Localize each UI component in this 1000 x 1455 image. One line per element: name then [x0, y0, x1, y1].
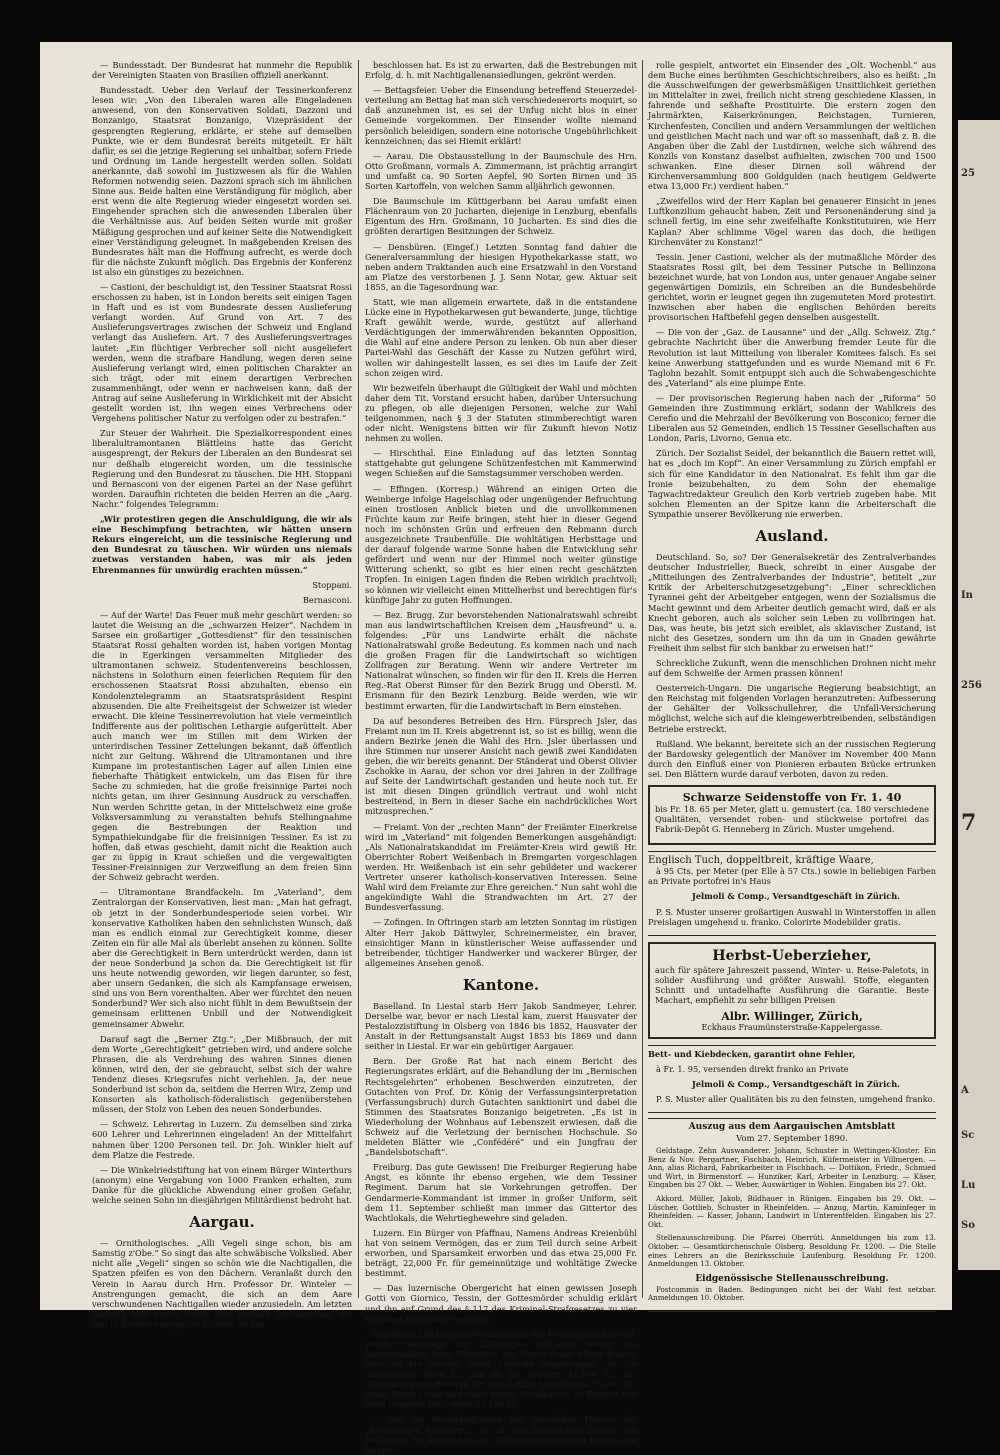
article-nachtigallen-cont: beschlossen hat. Es ist zu erwarten, daß die Bestrebungen mit Erfolg, d. h. mit Nachtigallenansiedlungen, gekrönt werden.	[365, 60, 637, 81]
edge-fragment: Sc	[961, 1130, 975, 1141]
article-provisorische-regierung: — Der provisorischen Regierung haben nach der „Riforma“ 50 Gemeinden ihre Zustimmung erklärt, sodann der Wahlkreis des Cerefio und die Mehrzahl der Bevölkerung von Bosconico; ferner die Liberalen aus 52 Gemeinden, endlich 15 Tessiner Gesellschaften aus London, Paris, Livorno, Genua etc.	[648, 392, 936, 444]
advert-firm: Jelmoli & Comp., Versandtgeschäft in Zürich.	[691, 1078, 901, 1089]
advert-address: Eckhaus Fraumünsterstraße-Kappelergasse.	[701, 1023, 883, 1033]
article-solothurn: Solothurn. Die General-Versammlung der Papierfabrik Biberist, welche Samstags ihr 25jähriges Jubiläum, sowie das Dienstjubiläum ihres Direktors, des Herrn Oskar Miller feierte, beschloß bei diesem Anlaß folgende Vergabungen: An die Angestellten 8000 Fr. und an die Arbeiter 31,100 Fr., zur Gründung einer Reserve für Unfall-Entschädigungen 10,000 Fr., einen Beitrag zum Bau einer neuen Schulhauses in Biberist von 5000 Franken, total somit 54,100 Fr.	[365, 1328, 637, 1410]
article-densbueren-2: Statt, wie man allgemein erwartete, daß in die entstandene Lücke eine in Hypothekarwesen gut bewanderte, junge, tüchtige Kraft gewählt werde, wurde, gestützt auf allerhand Verdächtigungen der immerwährenden bekannten Opposition, die Wahl auf eine andere Person zu lenken. Ob nun aber dieser Partei-Wahl das Geschäft der Kasse zu Nutzen geführt wird, wollen wir dahingestellt lassen, es sei dies im Laufe der Zeit schon zeigen wird.	[365, 296, 637, 378]
article-auf-der-warte: — Auf der Warte! Das Feuer muß mehr geschürt werden: so lautet die Weisung an die „schwarzen Heizer“. Nachdem in Sarsee ein großartiger „Gottesdienst“ für den tessinischen Staatsrat Rossi gehalten worden ist, haben vorigen Montag die in Egerkingen versammelten Mitglieder des ultramontanen schweiz. Studentenvereins beschlossen, nächstens in Solothurn einen feierlichen Requiem für den erschossenen Staatsrat Rossi abzuhalten, ebenso ein Kondolenztelegramm an Staatsratspräsident Respini abzusenden. Die alte Freiheitsgeist der Schweizer ist wieder erwacht. Die kleine Tessinerrevolution hat viele vermeintlich Indifferente aus der politischen Lethargie aufgerüttelt. Aber auch manch wer im Stillen mit dem Wirken der unterirdischen Tessiner Zettelungen bekannt, daß öffentlich nicht zur Geltung. Während die Ultramontanen und ihre Kumpane im protestantischen Lager auf allen Linien eine fieberhafte Thätigkeit entwickeln, um das Eisen für ihre Sache zu schmieden, hat die große freisinnige Partei noch nichts getan, um ihrer Gesinnung Ausdruck zu verschaffen. Nun werden Schritte getan, in der Mittelschweiz eine große Volksversammlung zu veranstalten behufs Stellungnahme gegen die Bestrebungen der Reaktion und Sympathiekundgabe für die freisinnigen Tessiner. Es ist zu hoffen, daß etwas geschieht, damit nicht die Reaktion auch gar zu üppig in Kraut schießen und die vergewaltigten Tessiner-Freisinnigen zur Verzweiflung an dem freien Sinn der Schweiz gebracht werden.	[92, 609, 352, 883]
adjacent-page-edge	[958, 120, 1000, 1270]
edge-fragment: 25	[961, 168, 975, 179]
advert-text: à Fr. 1. 95, versenden direkt franko an Private	[656, 1063, 849, 1074]
column-divider	[358, 60, 359, 1298]
section-heading-kantone: Kantone.	[462, 975, 540, 994]
column-3	[648, 60, 936, 1303]
article-hirschthal: — Hirschthal. Eine Einladung auf das letzten Sonntag stattgehabte gut gelungene Schützenfestchen mit Kammerwind wegen Schießen auf die Samstagsummer verschoben werden.	[365, 448, 637, 479]
amtsblatt-title: Auszug aus dem Aargauischen Amtsblatt	[688, 1122, 896, 1133]
article-berner-ztg: Darauf sagt die „Berner Ztg.“: „Der Mißbrauch, der mit dem Worte „Gerechtigkeit“ getrieben wird, und andere solche Phrasen, die als Verdrehung des wahren Sinnes dienen können, wird den, der sie gebraucht, selbst sich der wahre Tendenz dieses Kriegsrufes nicht verhehlen. Ja, der neue Sonderbund ist schon da, seitdem die Herren Wirz, Zemp und Konsorten als katholisch-föderalistisch gegenüberstehen müssen, der Stolz von Leben des neuen Sonderbundes.	[92, 1033, 352, 1115]
article-densbueren-3: Wir bezweifeln überhaupt die Gültigkeit der Wahl und möchten daher dem Tit. Vorstand ersucht haben, darüber Untersuchung zu pflegen, ob alle diejenigen Personen, welche zur Wahl teilgenommen, nach § 3 der Statuten stimmberechtigt waren oder nicht. Wenigstens bitten wir für Zukunft hievon Notiz nehmen zu wollen.	[365, 382, 637, 444]
article-steuer-der-wahrheit: Zur Steuer der Wahrheit. Die Spezialkorrespondent eines liberalultramontanen Blättleins hatte das Gericht ausgesprengt, der Rekurs der Liberalen an den Bundesrat sei nur deßhalb eingereicht worden, um die tessinische Regierung und den Bundesrat zu täuschen. Die HH. Stoppani und Bernasconi von der eigenen Partei an der Nase geführt worden. Daraufhin richteten die beiden Herren an die „Aarg. Nachr.“ folgendes Telegramm:	[92, 428, 352, 509]
advert-englisch-tuch	[648, 851, 936, 935]
advert-bettdecken	[648, 1045, 936, 1113]
column-2	[365, 60, 637, 1455]
edge-fragment: In	[961, 590, 973, 601]
article-brandfackeln: — Ultramontane Brandfackeln. Im „Vaterland“, dem Zentralorgan der Konservativen, liest man: „Man hat gefragt, ob jetzt in der Sonderbundesperiode seien vorbei. Wir konservative Katholiken haben den sehnlichsten Wunsch, daß man es endlich einmal zur Gerechtigkeit komme, dieser Zeiten ein für alle Mal als überlebt ansehen zu können. Sollte aber die Gerechtigkeit in Bern unterdrückt werden, dann ist der neue Sonderbund ja schon da. Die Gerechtigkeit ist für uns heute notwendig geworden, wir liegen darunter, so fest, aber unsern Gedanken, die sich als Kampfansage erweisen, sind uns von Bern vorenthalten. Aber wer fürchtet den neuen Sonderbund? Wer sich also nicht fühlt in dem Bewußtsein der gemeinsam erlittenen Unbill und der Notwendigkeit gemeinsamer Abwehr.	[92, 887, 352, 1029]
newspaper-page	[40, 42, 952, 1455]
edge-fragment: A	[961, 1085, 969, 1096]
advert-ps: P. S. Muster aller Qualitäten bis zu den feinsten, umgehend franko.	[656, 1094, 936, 1104]
article-deutschland: Deutschland. So, so? Der Generalsekretär des Zentralverbandes deutscher Industrieller, Bueck, schreibt in einer Ausgabe der „Mitteilungen des Zentralverbandes der Industrie“, betitelt „zur Kritik der Arbeiterschutzgesetzgebung“: „Einer schrecklichen Tyrannei geht der Arbeitgeber entgegen, wenn der Sozialismus die Macht gewinnt und dem Arbeiter deutlich gemacht wird, daß er als Knecht geboren, auch als solcher sein Leben zu vollbringen hat. Das, was heute, bis jetzt sich ereiblet, als sklavischer Zustand, ist nicht des Gesetzes, sondern um ihn da um in Gnaden gewährte Freiheit ihm selbst für sich bankbar zu erweisen hat!“	[648, 552, 936, 653]
amtsblatt-section	[648, 1118, 936, 1312]
amtsblatt-date: Vom 27. September 1890.	[736, 1134, 848, 1145]
article-zofingen: — Zofingen. In Oftringen starb am letzten Sonntag im rüstigen Alter Herr Jakob Dättwyler, Schreinermeister, ein braver, einsichtiger Mann in künstlerischer Weise auffassender und betreibender, tüchtiger Handwerker und wackerer Bürger, der allgemeines Ansehen genoß.	[365, 917, 637, 968]
article-brugg-2: Da auf besonderes Betreiben des Hrn. Fürsprech Jsler, das Freiamt nun im II. Kreis abgetrennt ist, so ist es billig, wenn die andern Bezirke jenen die Wahl des Hrn. Jsler überlassen und ihre Stimmen nur unserer Ansicht nach gewiß zwei Kandidaten geben, die wir bereits genannt. Der Ständerat und Oberst Olivier Zschokke in Aarau, der schon vor drei Jahren in der Zollfrage auf Seite der Landwirtschaft gestanden und heute noch tut. Er ist mit diesen Dingen gründlich vertraut und wohl nicht bestreitend, in Bern in dieser Sache ein nachdrückliches Wort mitzusprechen.“	[365, 715, 637, 817]
column-divider	[642, 60, 643, 1298]
article-lehrertag: — Schweiz. Lehrertag in Luzern. Zu demselben sind zirka 600 Lehrer und Lehrerinnen eingeladen! An der Mittelfahrt nahmen über 1200 Personen teil. Dr. Joh. Winkler hielt auf dem Platze die Festrede.	[92, 1119, 352, 1160]
advert-ueberzieher	[648, 942, 936, 1039]
amtsblatt-geldstage: Geldstage. Zehn Auswanderer. Johann, Schuster in Wettingen-Kloster. Ein Benz & Nov. Pergartner, Fischbach, Heinrich, Küfermeister in Villmergen. — Ann, alias Richard, Fabrikarbeiter in Fischbach. — Dottikon, Friedr., Schmied und Wirt, in Birmenstorf. — Hunziker, Karl, Arbeiter in Lenzburg. — Käser, Eingaben bis 27 Okt. — Weber, Auswärtiger in Wohlen. Eingaben bis 27. Okt.	[648, 1146, 936, 1190]
article-deutschland-2: Schreckliche Zukunft, wenn die menschlichen Drohnen nicht mehr auf dem Schweiße der Armen prassen können!	[648, 657, 936, 679]
section-heading-aargau: Aargau.	[189, 1213, 255, 1232]
advert-firm: Jelmoli & Comp., Versandtgeschäft in Zürich.	[691, 891, 901, 902]
article-luzern: Luzern. Ein Bürger von Pfaffnau, Namens Andreas Kreienbühl hat von seinem Vermögen, das er zum Teil durch seine Arbeit erworben, und Sparsamkeit erworben und das etwa 25,000 Fr. beträgt, 22,000 Fr. für gemeinnützige und wohltätige Zwecke bestimmt.	[365, 1227, 637, 1279]
amtsblatt-subheading: Eidgenössische Stellenausschreibung.	[695, 1273, 889, 1284]
advert-text: bis Fr. 18. 65 per Meter, glatt u. gemustert (ca. 180 verschiedene Qualitäten, versendet roben- und stückweise portofrei das Fabrik-Depôt G. Henneberg in Zürich. Muster umgehend.	[655, 804, 929, 835]
article-tessin: Tessin. Jener Castioni, welcher als der mutmaßliche Mörder des Staatsrates Rossi gilt, bei dem Tessiner Putsche in Bellinzona bezeichnet wurde, hat von London aus, unter genauer Angabe seiner gegenwärtigen Domizils, ein Schreiben an die Bundesbehörde gerichtet, worin er leugnet gegen ihn zugemuteten Mord protestirt. Inzwischen aber haben die englischen Behörden bereits provisorischen Haftbefehl gegen denselben ausgestellt.	[648, 251, 936, 323]
article-bern: Bern. Der Große Rat hat nach einem Bericht des Regierungsrates erklärt, auf die Behandlung der im „Bernischen Rechtsgelehrten“ erhobenen Beschwerden einzutreten, der Gutachten von Prof. Dr. König der Verfassungsinterpretation (Verfassungsbruch) durch Gutachten sanktionirt und dabei die Stimmen des Staatsrates Bonzanigo beigetreten. „Es ist in Wiederholung der Wohnhaus auf Lebenszeit erwiesen, daß die Schweiz auf die Verletzung der bernischen Hochschule. So meldeten Blätter wie „Confédéré“ und ein Jungfrau der „Bandelsbotschaft“.	[365, 1056, 637, 1158]
amtsblatt-postcommis: Postcommis in Baden. Bedingungen nicht bei der Wahl fest setzbar. Anmeldungen 10. Oktober.	[648, 1284, 936, 1303]
article-baumschule: Die Baumschule im Küttigerbann bei Aarau umfaßt einen Flächenraum von 20 Jucharten, diejenige in Lenzburg, ebenfalls Eigentum des Hrn. Großmann, 10 Jucharten. Es sind dies die größten derartigen Besitzungen der Schweiz.	[365, 196, 637, 237]
article-freiamt: — Freiamt. Von der „rechten Mann“ der Freiämter Einerkreise wird im „Vaterland“ mit folgenden Bemerkungen ausgehändigt: „Als Nationalratskandidat im Freiämter-Kreis wird gewiß Hr. Oberrichter Robert Weißenbach in Bremgarten vorgeschlagen werden. Hr. Weißenbach ist ein sehr gebildeter und wackerer Vertreter unserer katholisch-konservativen Interessen. Seine Wahl wird dem Freiamte zur Ehre gereichen.“ Nun saht wohl die angekündigte Wahl die Strandwachten im Art. 27 der Bundesverfassung.	[365, 821, 637, 913]
article-freiburg: Freiburg. Das gute Gewissen! Die Freiburger Regierung habe Angst, es könnte ihr ebenso ergehen, wie dem Tessiner Regiment. Darum hat sie Vorkehrungen getroffen. Der Gendarmerie-Kommandant ist immer in großer Uniform, seit dem 11. September schließt man immer das Gittertor des Wachtlokals, die Wehrtieghewehre sind geladen.	[365, 1162, 637, 1223]
advert-seidenstoffe	[648, 785, 936, 845]
telegram-quote: „Wir protestiren gegen die Anschuldigung, die wir als eine Beschimpfung betrachten, wir hätten unsern Rekurs eingereicht, um die tessinische Regierung und den Bundesrat zu täuschen. Wir würden uns niemals zuetwas verstanden haben, was mir als jeden Ehrenmannes für unwürdig erachten müssen.“	[92, 514, 352, 575]
article-bundesstadt-brasilien: — Bundesstadt. Der Bundesrat hat nunmehr die Republik der Vereinigten Staaten von Brasilien offiziell anerkannt.	[92, 60, 352, 81]
article-gaz-lausanne: — Die von der „Gaz. de Lausanne“ und der „Allg. Schweiz. Ztg.“ gebrachte Nachricht über die Anwerbung fremder Leute für die Revolution ist laut Mitteilung von liberaler Komitees falsch. Es sei keine Anwerbung stattgefunden und es wurde Niemand mit 6 Fr. Taglohn bezahlt. Somit entpuppt sich auch die Schwabengeschichte des „Vaterland“ als eine plumpe Ente.	[648, 327, 936, 388]
article-kaplan: „Zweifellos wird der Herr Kaplan bei genauerer Einsicht in jenes Luftkonzilium gehaucht haben, Zeit und Personenänderung sind ja schnell fertig, im eine sehr zweifelhafte Konkstitutuiren, wie Herr Kaplan? Aber schlimme Vögel waren das doch, die heiligen Kirchenväter zu Konstanz!“	[648, 196, 936, 247]
article-zuerich: Zürich. Der Sozialist Seidel, der bekanntlich die Bauern rettet will, hat es „doch im Kopf“. An einer Versammlung zu Zürich empfahl er sich für eine Kandidatur in den Nationalrat. Es fehlt ihm gar die Ironie beizubehalten, zu dem Sohn der ehemalige Tagwachtredakteur Greulich den Korb vertrieb zugeben habe. Mit solchen Elementen an der Spitze kann die Arbeiterschaft die Sympathie unserer Bevölkerung nie erwerben.	[648, 448, 936, 519]
section-heading-ausland: Ausland.	[755, 527, 829, 546]
amtsblatt-stellen: Stellenausschreibung. Die Pfarrei Oberrüti. Anmeldungen bis zum 13. Oktober. — Gesamtkirchenschule Olsberg. Besoldung Fr. 1200. — Die Stelle eines Lehrers an die Bezirksschule Laufenburg. Besoldung Fr. 1200. Anmeldungen 13. Oktober.	[648, 1233, 936, 1269]
amtsblatt-akkord: Akkord. Müller, Jakob, Bildhauer in Rünigen. Eingaben bis 29. Okt. — Lüscher, Gottlieb, Schuster in Rheinfelden. — Anzug, Martin, Kaminfeger in Rheinfelden. — Kasser, Johann, Landwirt in Unterentfelden. Eingaben bis 27. Okt.	[648, 1194, 936, 1229]
article-aarau-obst: — Aarau. Die Obstausstellung in der Baumschule des Hrn. Otto Großmann, vormals A. Zimmermann, ist prächtig arrangirt und umfaßt ca. 90 Sorten Aepfel, 90 Sorten Birnen und 35 Sorten Kartoffeln, von welchen Samm alljährlich gewonnen.	[365, 150, 637, 192]
edge-fragment: 256	[961, 680, 982, 691]
article-oesterreich: Oesterreich-Ungarn. Die ungarische Regierung beabsichtigt, an den Reichstag mit folgenden Vorlagen heranzutreten: Aufbesserung der Gehälter der Volksschullehrer, die Unfall-Versicherung möglichst, welche sich auf die kleingewerbtreibenden, selbständigen Betriebe erstreckt.	[648, 683, 936, 734]
advert-ps: P. S. Muster unserer großartigen Auswahl in Winterstoffen in allen Preislagen umgehend u. franko. Colorirte Modebilder gratis.	[648, 906, 936, 927]
column-1	[92, 60, 352, 1329]
article-winkelriedstiftung: — Die Winkelriedstiftung hat von einem Bürger Winterthurs (anonym) eine Vergabung von 1000 Franken erhalten, zum Danke für die glückliche Abwendung einer großen Gefahr, welche seinen Sohn im diesjährigen Militärdienst bedroht hat.	[92, 1164, 352, 1206]
edge-fragment: Lu	[961, 1180, 976, 1191]
advert-firm: Albr. Willinger, Zürich,	[721, 1010, 863, 1024]
advert-text: auch für spätere Jahreszeit passend, Winter- u. Reise-Paletots, in solider Ausführung und größter Auswahl. Stoffe, eleganten Schnitt und untadelhafte Ausführung die Garantie. Beste Machart, empfiehlt zu sehr billigen Preisen	[655, 964, 929, 1006]
signature-bernasconi: Bernasconi.	[302, 594, 352, 605]
article-luzern-obergericht: — Das luzernische Obergericht hat einen gewissen Joseph Gotti von Giornico, Tessin, der Gottesmörder schuldig erklärt und ihn auf Grund des § 117 des Kriminal-Strafgesetzes zu vier Monaten Zuchthaus verurteilt.	[365, 1283, 637, 1324]
article-russland: Rußland. Wie bekannt, bereitete sich an der russischen Regierung der Bardowsky gelegentlich der Manöver im November 400 Mann durch den Einfluß einer von Pionieren erbauten Brücke ertrunken sei. Den Blättern wurde darauf verboten, davon zu reden.	[648, 738, 936, 779]
article-densbueren: — Densbüren. (Eingef.) Letzten Sonntag fand dahier die Generalversammlung der hiesigen Hypothekarkasse statt, wo neben andern Traktanden auch eine Ersatzwahl in den Vorstand am Platze des verstorbenen J. J. Senn Notar, gew. Aktuar seit 1855, an die Tagesordnung war.	[365, 241, 637, 292]
article-bettagsfeier: — Bettagsfeier. Ueber die Einsendung betreffend Steuerzedel-verteilung am Bettag hat man sich verschiedenerorts moquirt, so daß anzunehmen ist, es sei der Unfug nicht blos in einer Gemeinde vorgekommen. Der Einsender wollte niemand persönlich beleidigen, sondern eine notorische Ungebührlichkeit kennzeichnen; das sei Hiemit erklärt!	[365, 85, 637, 146]
article-tessinerkonferenz: Bundesstadt. Ueber den Verlauf der Tessinerkonferenz lesen wir: „Von den Liberalen waren alle Eingeladenen anwesend, von den Konservativen Soldati, Dazzoni und Bonzanigo, Staatsrat Bonzanigo, Vizepräsident der gesprengten Regierung, erklärte, er stehe auf demselben Punkte, wie er dem Bundesrat bereits mitgeteilt. Er hält dafür, es sei die jetzige Regierung sei unhaltbar, sofern Friede und Ordnung im Lande hergestellt werden sollen. Soldati anerkannte, daß sowohl im Justizwesen als für die Wahlen Reformen notwendig seien. Dazzoni sprach sich im ähnlichen Sinne aus. Beide halten eine Verständigung für möglich, aber erst wenn die alte Regierung wieder eingesetzt worden sei. Eingehender sprachen sich die anwesenden Liberalen über die Verhältnisse aus. Auf beiden Seiten wurde mit großer Mäßigung gesprochen und auf keiner Seite die Notwendigkeit einer Verständigung geleugnet. In maßgebenden Kreisen des Bundesrates hält man die Hoffnung aufrecht, es werde doch für die nächste Zukunft möglich. Das Ergebnis der Konferenz ist also ein günstiges zu bezeichnen.	[92, 85, 352, 277]
advert-title: Herbst-Ueberzieher,	[712, 947, 872, 964]
advert-title: Englisch Tuch, doppeltbreit, kräftige Waare,	[648, 855, 874, 867]
article-solothurn-2: — Auf die Verdächtigungen der geistlichen Herren des „Solothurner Anzeigers“, als ob die liederlichen Dirnen von Bellinzona bis Mailand an der Volksversammlung in Lugano die Haupt-	[365, 1414, 637, 1455]
article-bez-brugg: — Bez. Brugg. Zur bevorstehenden Nationalratswahl schreibt man aus landwirtschaftlichen Kreisen dem „Hausfreund“ u. a. folgendes: „Für uns Landwirte erhält die nächste Nationalratswahl große Bedeutung. Es kommen nach und nach die großen Fragen für die Landwirtschaft so wichtigen Zollfragen zur Beratung. Wenn wir andere Vertreter im Nationalrat wünschen, so finden wir für den II. Kreis die Herren Reg.-Rat Oberst Rimser für den Bezirk Brugg und Oberstl. M. Erismann für den Bezirk Lenzburg. Beide werden, wie wir bestimmt erwarten, für die Landwirtschaft in Bern einstehen.	[365, 609, 637, 711]
edge-fragment: 7	[961, 810, 977, 836]
advert-text: à 95 Cts. per Meter (per Elle à 57 Cts.) sowie in beliebigen Farben an Private portofrei in's Haus	[648, 866, 936, 887]
edge-fragment: So	[961, 1220, 975, 1231]
advert-title: Bett- und Kiebdecken, garantirt ohne Fehler,	[648, 1048, 856, 1059]
article-effingen: — Effingen. (Korresp.) Während an einigen Orten die Weinberge infolge Hagelschlag oder ungenügender Befruchtung einen trostlosen Anblick bieten und die unvollkommenen Früchte kaum zur Reife bringen, steht hier in dieser Gegend noch im schönsten Grün und erfreuen den Rebmann durch ausgezeichnete Traubenfülle. Die wohltätigen Herbsttage und der darauf folgende warme Sonne haben die Entwicklung sehr gefördert und wenn nur der Himmel noch weiter günstige Witterung schenkt, so gibt es hier einen recht geschätzten Tropfen. In einigen Lagen finden die Reben wirklich prachtvoll; so können wir vielleicht einen Mittelherbst und berechtigen für's künftige Jahr zu guten Hoffnungen.	[365, 483, 637, 605]
article-baselland: Baselland. In Liestal starb Herr Jakob Sandmeyer, Lehrer. Derselbe war, bevor er nach Liestal kam, zuerst Hausvater der Pestalozzistiftung in Olsberg von 1846 bis 1852, Hausvater der Anstalt in der Rettungsanstalt Augst 1853 bis 1869 und dann seither in Liestal. Er war ein gebürtiger Aargauer.	[365, 1000, 637, 1052]
article-olt-wochenblatt: rolle gespielt, antwortet ein Einsender des „Olt. Wochenbl.“ aus dem Buche eines berühmten Geschichtschreibers, also es heißt: „In die Ausschweifungen der gewerbsmäßigen Unsittlichkeit geriethen im Mittelalter in zwei, freilich nicht streng geschiedene Klassen, in fahrende und seßhafte Prostituirte. Die erstern zogen den Jahrmärkten, Kaiserkrönungen, Reichstagen, Turnieren, Kirchenfesten, Concilien und andern Versammlungen der weltlichen und geistlichen Macht nach und war oft so massenhaft, daß z. B. die Angaben über die Zahl der Lustdirnen, welche sich während des Konzils von Konstanz daselbst aufhielten, zwischen 700 und 1500 schwanken. Eine dieser Dirnen soll während der Kirchenversammlung 800 Goldgulden (nach heutigem Geldwerte etwa 13,000 Fr.) verdient haben.“	[648, 60, 936, 192]
article-ornithologisches: — Ornithologisches. „Alli Vegeli singe schon, bis am Samstig z'Obe.“ So singt das alte schwäbische Volkslied. Aber nicht alle „Vegeli“ singen so schön wie die Nachtigallen, die Spatzen pfeifen es von den Dächern. Veranlaßt durch den Verein in Aarau durch Hrn. Professor Dr. Winteler — Anstrengungen gemacht, die sich an dem Aare verschwundenen Nachtigallen wieder anzusiedeln. Am letzten Sonntag hielt dieser Verein eine kleinere Versammlung, die nun in Sachen energische Schritte zu tun	[92, 1238, 352, 1329]
advert-title: Schwarze Seidenstoffe von Fr. 1. 40	[682, 791, 902, 804]
article-castioni: — Castioni, der beschuldigt ist, den Tessiner Staatsrat Rossi erschossen zu haben, ist in London bereits seit einigen Tagen in Haft und es ist vom Bundesrate dessen Auslieferung verlangt worden. Auf Grund von Art. 7 des Auslieferungsvertrages zwischen der Schweiz und England verlangt das Ausliefern. Art. 7 des Auslieferungsvertrages lautet: „Ein flüchtiger Verbrecher soll nicht ausgeliefert werden, wenn die strafbare Handlung, wegen deren seine Auslieferung verlangt wird, einen politischen Charakter an sich trägt, oder mit einem derartigen Verbrechen zusammenhängt, oder wenn er nachweisen kann, daß der Antrag auf seine Auslieferung in Wirklichkeit mit der Absicht gestellt worden ist, ihn wegen eines Verbrechens oder Vergehens politischer Natur zu verfolgen oder zu bestrafen.“	[92, 281, 352, 424]
signature-stoppani: Stoppani.	[312, 579, 352, 590]
